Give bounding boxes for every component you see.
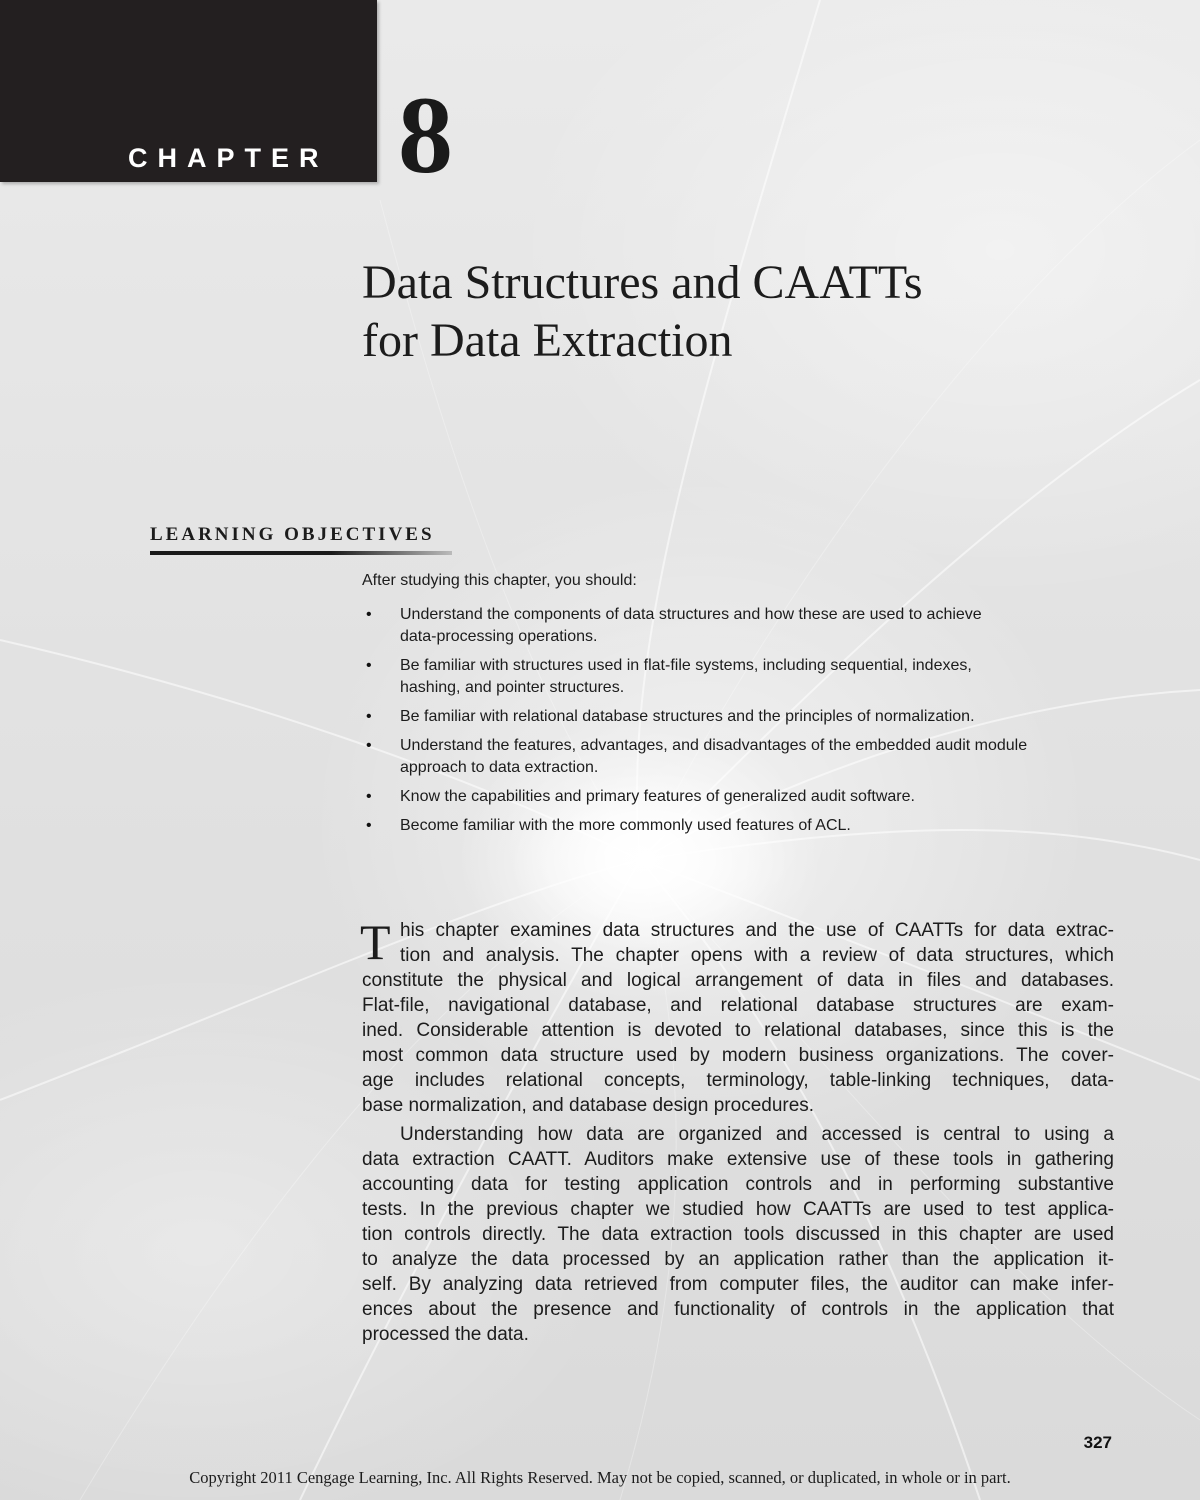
body-line: Flat-file, navigational database, and relational database structures are exam- [362,995,1114,1016]
objective-line: Become familiar with the more commonly used features of ACL. [400,817,851,834]
chapter-title-line: Data Structures and CAATTs [362,256,923,309]
bullet-icon: • [366,606,372,623]
body-line: tests. In the previous chapter we studied how CAATTs are used to test applica- [362,1199,1114,1220]
objective-item [362,815,1122,837]
chapter-title [362,254,1122,370]
objective-item [362,604,1122,648]
body-line: most common data structure used by modern business organizations. The cover- [362,1045,1114,1066]
chapter-title-line: for Data Extraction [362,314,733,367]
objective-line: Know the capabilities and primary features of generalized audit software. [400,788,915,805]
chapter-label-box [0,0,377,182]
bullet-icon: • [366,817,372,834]
body-line: data extraction CAATT. Auditors make extensive use of these tools in gathering [362,1149,1114,1170]
learning-objectives-list [362,604,1122,844]
learning-objectives-heading: LEARNING OBJECTIVES [150,524,435,545]
objective-line: Understand the features, advantages, and disadvantages of the embedded audit module [400,737,1028,754]
body-line: age includes relational concepts, terminology, table-linking techniques, data- [362,1070,1114,1091]
objective-item [362,655,1122,699]
chapter-body [360,914,1114,1347]
body-paragraph [362,1122,1114,1347]
objective-item [362,786,1122,808]
learning-objectives-intro: After studying this chapter, you should: [362,572,637,589]
chapter-number: 8 [398,74,453,196]
body-line: accounting data for testing application controls and in performing substantive [362,1174,1114,1195]
page-number: 327 [1083,1433,1112,1452]
body-line: processed the data. [362,1324,529,1345]
body-line: his chapter examines data structures and the use of CAATTs for data extrac- [400,920,1114,941]
body-line: base normalization, and database design procedures. [362,1095,815,1116]
body-line: Understanding how data are organized and accessed is central to using a [400,1124,1114,1145]
copyright-notice: Copyright 2011 Cengage Learning, Inc. All Rights Reserved. May not be copied, scanned, or duplicated, in whole or in part. [189,1468,1011,1487]
body-line: ences about the presence and functionality of controls in the application that [362,1299,1114,1320]
objective-line: hashing, and pointer structures. [400,679,625,696]
heading-rule [150,551,452,555]
bullet-icon: • [366,788,372,805]
objective-item [362,735,1122,779]
body-line: constitute the physical and logical arrangement of data in files and databases. [362,970,1114,991]
bullet-icon: • [366,708,372,725]
objective-line: Be familiar with structures used in flat-file systems, including sequential, indexes, [400,657,972,674]
bullet-icon: • [366,737,372,754]
objective-item [362,706,1122,728]
objective-line: data-processing operations. [400,628,598,645]
chapter-label: CHAPTER [128,143,329,173]
body-line: tion controls directly. The data extraction tools discussed in this chapter are used [362,1224,1114,1245]
objective-line: Understand the components of data structures and how these are used to achieve [400,606,982,623]
bullet-icon: • [366,657,372,674]
objective-line: approach to data extraction. [400,759,599,776]
body-line: ined. Considerable attention is devoted to relational databases, since this is the [362,1020,1114,1041]
drop-cap: T [360,914,391,970]
objective-line: Be familiar with relational database structures and the principles of normalization. [400,708,975,725]
body-paragraph [360,914,1114,1118]
body-line: to analyze the data processed by an application rather than the application it- [362,1249,1114,1270]
body-line: tion and analysis. The chapter opens with a review of data structures, which [400,945,1114,966]
body-line: self. By analyzing data retrieved from computer files, the auditor can make infer- [362,1274,1114,1295]
